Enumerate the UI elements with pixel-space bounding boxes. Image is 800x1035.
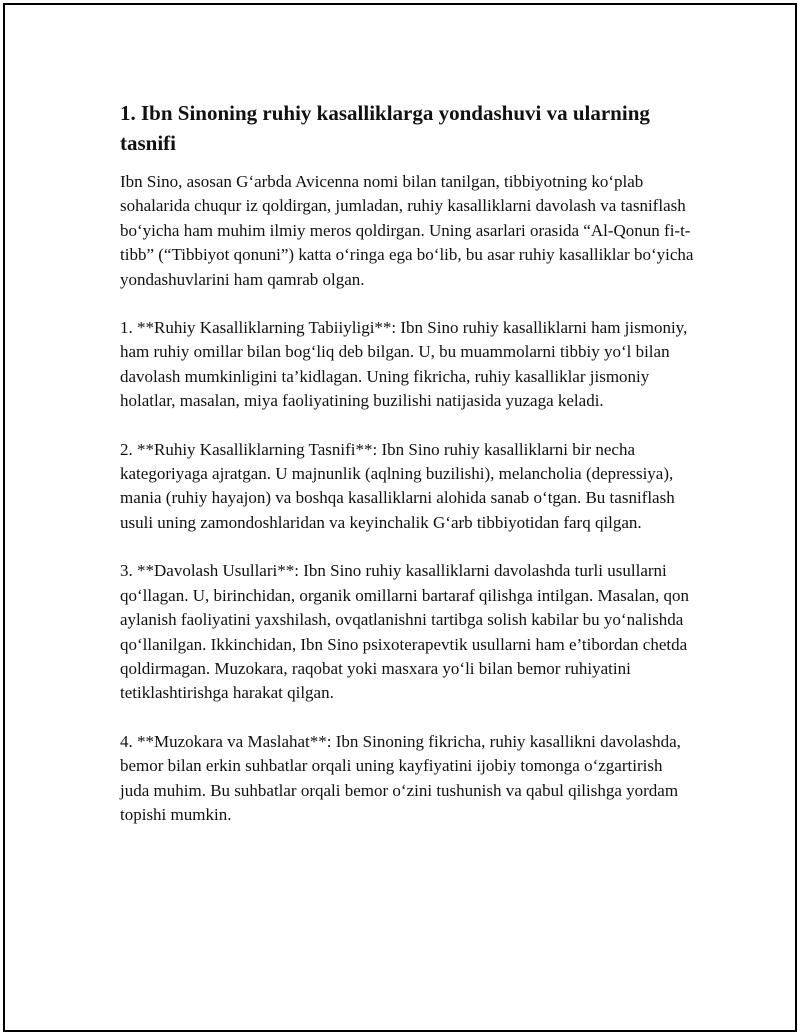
paragraph-classification: 2. **Ruhiy Kasalliklarning Tasnifi**: Ibn Sino ruhiy kasalliklarni bir necha kategoriyaga ajratgan. U majnunlik (aqlning buzilishi), melancholia (depressiya), mania (ruhiy hayajon) va boshqa kasalliklarni alohida sanab o‘tgan. Bu tasniflash usuli uning zamondoshlaridan va keyinchalik G‘arb tibbiyotidan farq qilgan.	[120, 439, 675, 532]
paragraph-nature: 1. **Ruhiy Kasalliklarning Tabiiyligi**: Ibn Sino ruhiy kasalliklarni ham jismoniy, ham ruhiy omillar bilan bog‘liq deb bilgan. U, bu muammolarni tibbiy yo‘l bilan davolash mumkinligini ta’kidlagan. Uning fikricha, ruhiy kasalliklar jismoniy holatlar, masalan, miya faoliyatining buzilishi natijasida yuzaga keladi.	[120, 318, 688, 411]
document-body	[120, 98, 695, 851]
section-title: 1. Ibn Sinoning ruhiy kasalliklarga yondashuvi va ularning tasnifi	[120, 101, 650, 155]
page-frame	[3, 3, 797, 1032]
intro-paragraph: Ibn Sino, asosan G‘arbda Avicenna nomi bilan tanilgan, tibbiyotning ko‘plab sohalarida chuqur iz qoldirgan, jumladan, ruhiy kasalliklarni davolash va tasniflash bo‘yicha ham muhim ilmiy meros qoldirgan. Uning asarlari orasida “Al-Qonun fi-t-tibb” (“Tibbiyot qonuni”) katta o‘ringa ega bo‘lib, bu asar ruhiy kasalliklar bo‘yicha yondashuvlarini ham qamrab olgan.	[120, 172, 694, 289]
paragraph-treatment: 3. **Davolash Usullari**: Ibn Sino ruhiy kasalliklarni davolashda turli usullarni qo‘llagan. U, birinchidan, organik omillarni bartaraf qilishga intilgan. Masalan, qon aylanish faoliyatini yaxshilash, ovqatlanishni tartibga solish kabilar bu yo‘nalishda qo‘llanilgan. Ikkinchidan, Ibn Sino psixoterapevtik usullarni ham e’tibordan chetda qoldirmagan. Muzokara, raqobat yoki masxara yo‘li bilan bemor ruhiyatini tetiklashtirishga harakat qilgan.	[120, 561, 690, 703]
paragraph-counseling: 4. **Muzokara va Maslahat**: Ibn Sinoning fikricha, ruhiy kasallikni davolashda, bemor bilan erkin suhbatlar orqali uning kayfiyatini ijobiy tomonga o‘zgartirish juda muhim. Bu suhbatlar orqali bemor o‘zini tushunish va qabul qilishga yordam topishi mumkin.	[120, 731, 681, 824]
